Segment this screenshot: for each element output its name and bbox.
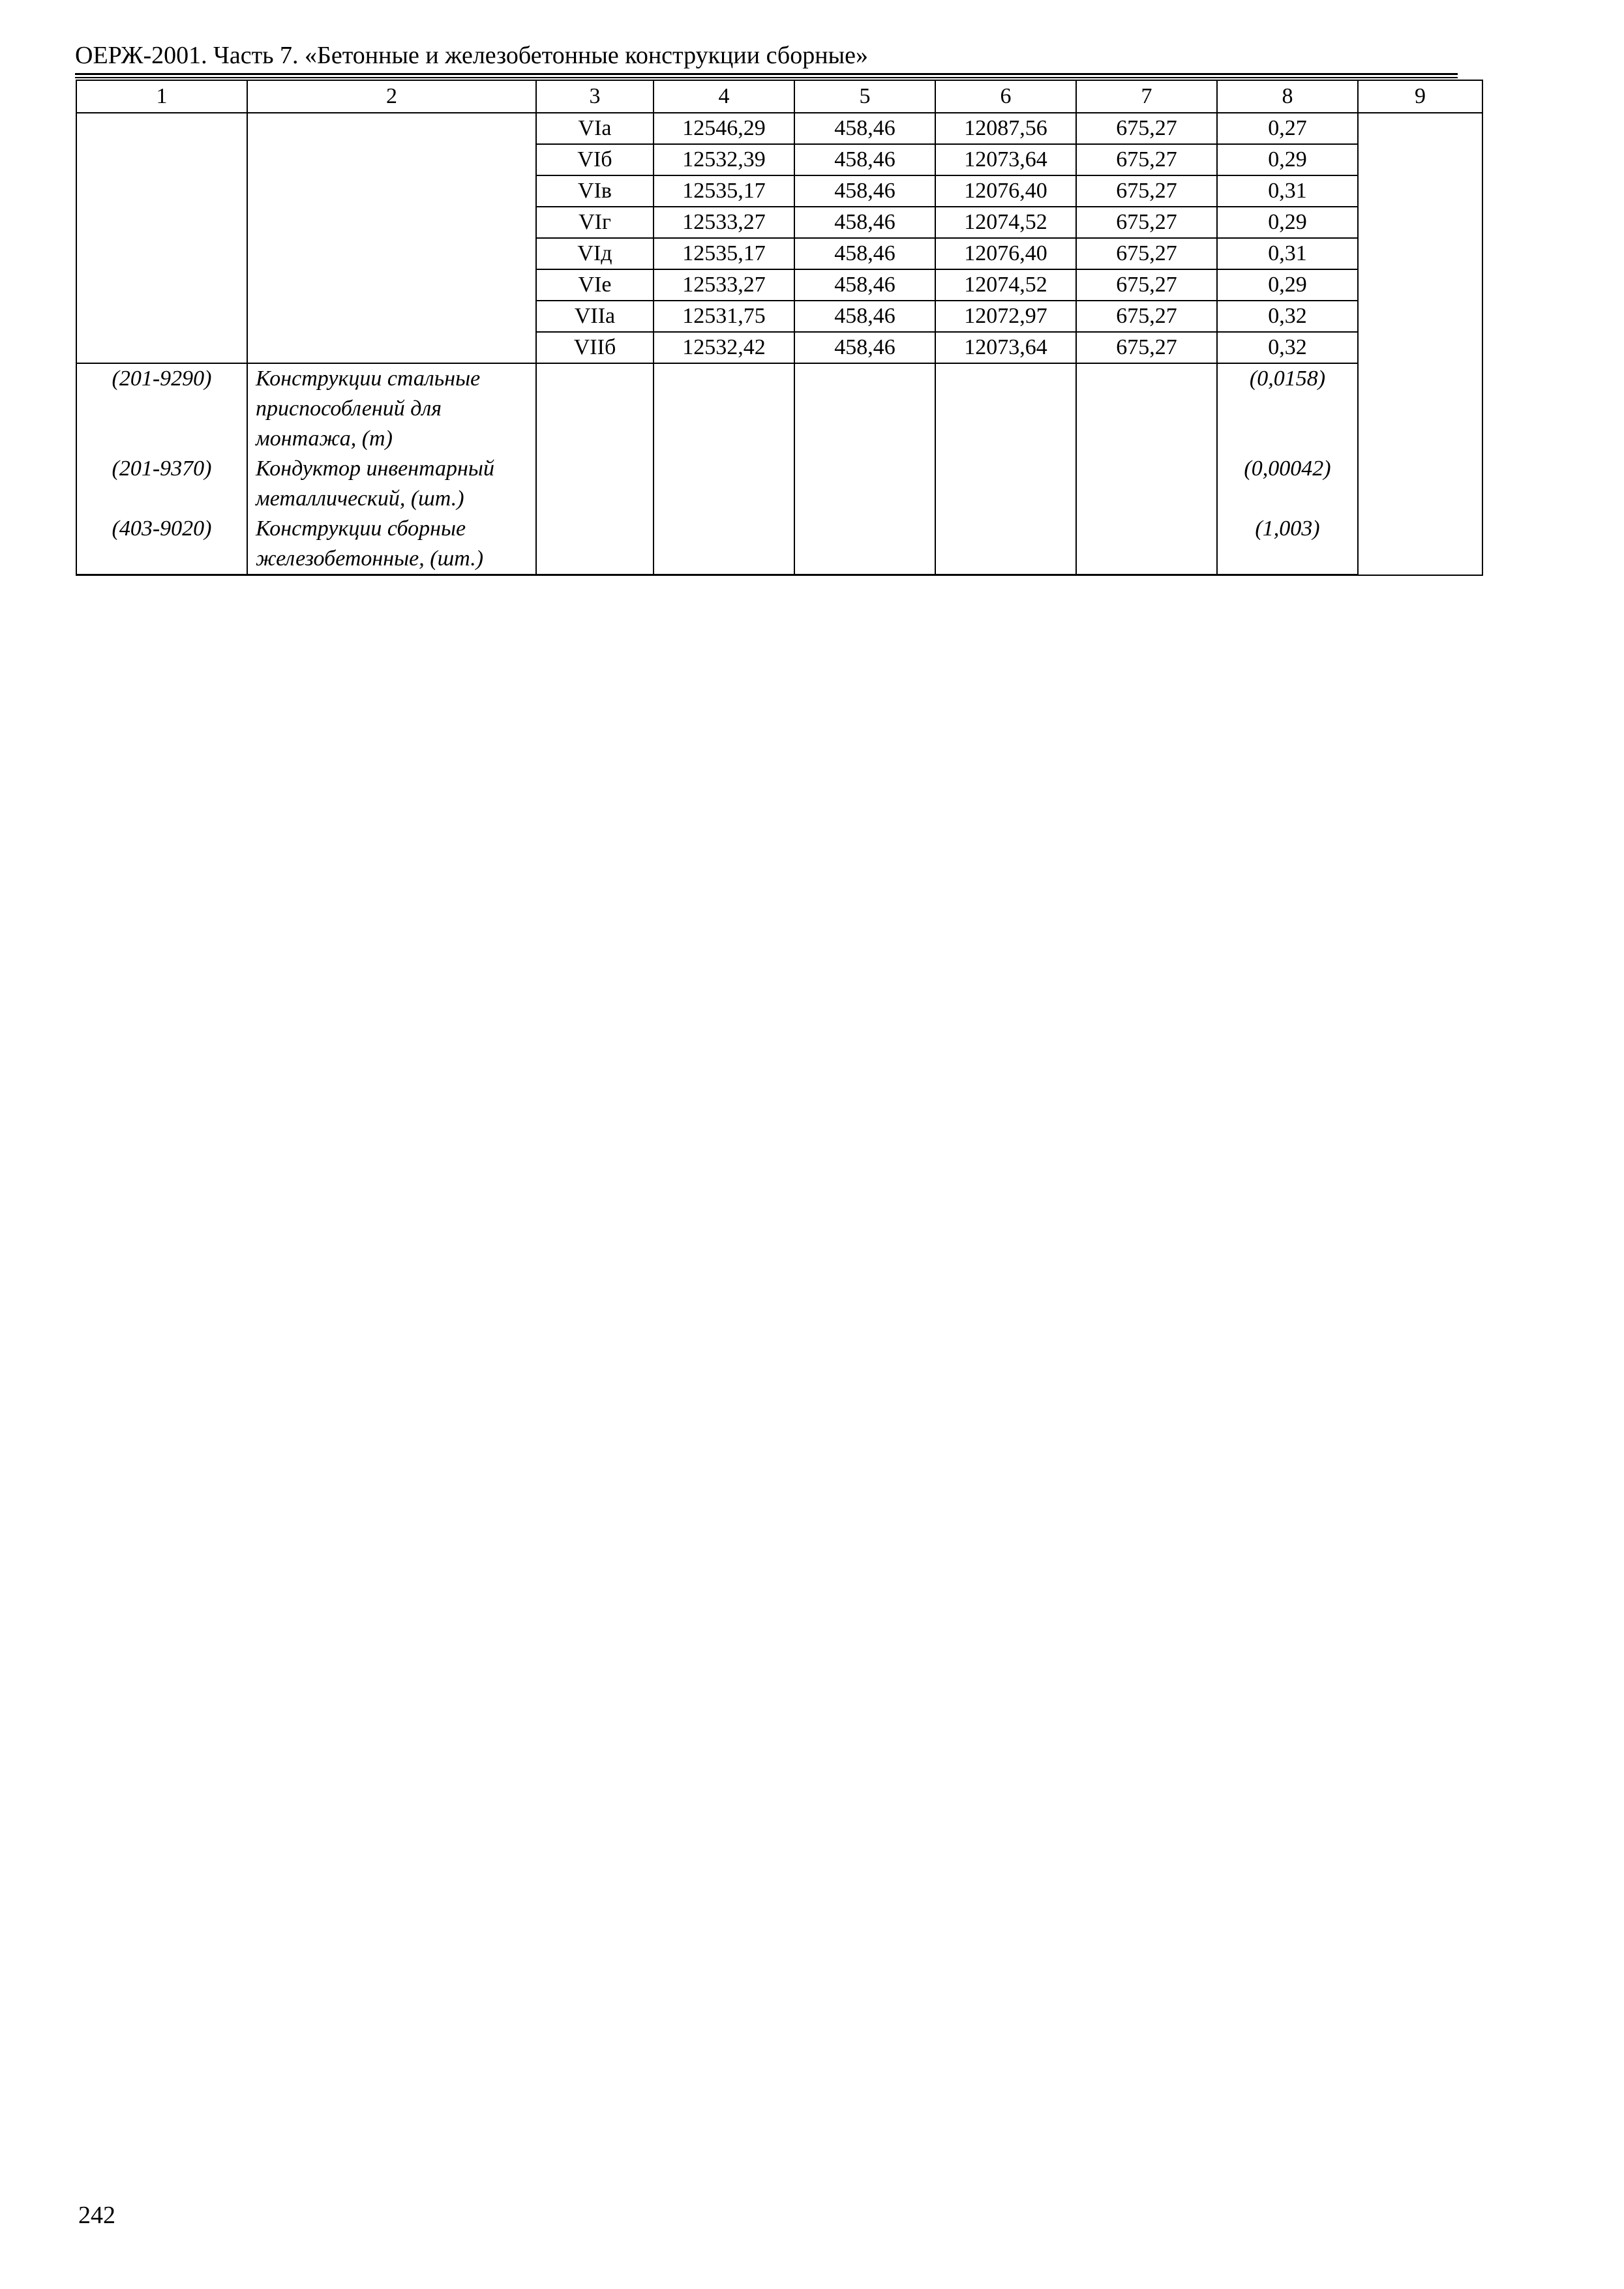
column-header-2: 2 [247, 80, 536, 113]
column-header-8: 8 [1217, 80, 1358, 113]
column-header-5: 5 [794, 80, 935, 113]
value-cell: 12087,56 [935, 113, 1076, 144]
value-cell: 12535,17 [654, 238, 794, 269]
value-cell: 675,27 [1076, 301, 1217, 332]
column-header-6: 6 [935, 80, 1076, 113]
column-header-4: 4 [654, 80, 794, 113]
value-cell: 458,46 [794, 238, 935, 269]
empty-cell [536, 363, 654, 454]
column-header-3: 3 [536, 80, 654, 113]
value-cell: 12073,64 [935, 144, 1076, 175]
value-cell: 12074,52 [935, 207, 1076, 238]
resource-norm: (1,003) [1217, 514, 1358, 575]
value-cell: 675,27 [1076, 332, 1217, 363]
empty-cell [1076, 454, 1217, 514]
resource-row [76, 514, 1482, 575]
column-number-row [76, 80, 1482, 113]
value-cell: 12531,75 [654, 301, 794, 332]
column-header-7: 7 [1076, 80, 1217, 113]
value-cell: 675,27 [1076, 144, 1217, 175]
column-header-9: 9 [1358, 80, 1482, 113]
empty-cell [654, 363, 794, 454]
value-cell: 12073,64 [935, 332, 1076, 363]
empty-code-cell [76, 113, 247, 363]
zone-cell: VIб [536, 144, 654, 175]
value-cell: 12535,17 [654, 175, 794, 207]
value-cell: 12533,27 [654, 207, 794, 238]
resource-name: Кондуктор инвентарный металлический, (шт.) [247, 454, 536, 514]
value-cell: 0,29 [1217, 207, 1358, 238]
empty-cell [654, 454, 794, 514]
empty-cell [654, 514, 794, 575]
value-cell: 12074,52 [935, 269, 1076, 301]
resource-norm: (0,00042) [1217, 454, 1358, 514]
resource-name: Конструкции стальные приспособлений для монтажа, (т) [247, 363, 536, 454]
zone-cell: VIIа [536, 301, 654, 332]
resource-table [76, 80, 1483, 576]
value-cell: 0,29 [1217, 269, 1358, 301]
resource-code: (201-9370) [76, 454, 247, 514]
value-cell: 12072,97 [935, 301, 1076, 332]
header-rule [75, 73, 1458, 75]
zone-cell: VIIб [536, 332, 654, 363]
empty-cell [1076, 514, 1217, 575]
empty-cell [935, 514, 1076, 575]
empty-cell [935, 454, 1076, 514]
value-cell: 675,27 [1076, 207, 1217, 238]
value-cell: 0,29 [1217, 144, 1358, 175]
zone-cell: VIд [536, 238, 654, 269]
zone-cell: VIв [536, 175, 654, 207]
value-cell: 458,46 [794, 175, 935, 207]
value-cell: 12532,39 [654, 144, 794, 175]
zone-cell: VIг [536, 207, 654, 238]
value-cell: 458,46 [794, 332, 935, 363]
value-cell: 12076,40 [935, 238, 1076, 269]
value-cell: 675,27 [1076, 175, 1217, 207]
value-cell: 12076,40 [935, 175, 1076, 207]
value-cell: 12532,42 [654, 332, 794, 363]
resource-row [76, 454, 1482, 514]
value-cell: 458,46 [794, 301, 935, 332]
resource-norm: (0,0158) [1217, 363, 1358, 454]
document-header: ОЕРЖ-2001. Часть 7. «Бетонные и железобетонные конструкции сборные» [75, 42, 868, 69]
resource-code: (403-9020) [76, 514, 247, 575]
value-cell: 12546,29 [654, 113, 794, 144]
zone-cell: VIе [536, 269, 654, 301]
header-rule-thin [75, 77, 1458, 78]
value-cell: 0,32 [1217, 301, 1358, 332]
empty-cell [794, 514, 935, 575]
value-cell: 675,27 [1076, 238, 1217, 269]
resource-name: Конструкции сборные железобетонные, (шт.) [247, 514, 536, 575]
empty-column-9 [1358, 113, 1482, 575]
empty-cell [536, 514, 654, 575]
resource-code: (201-9290) [76, 363, 247, 454]
resource-row [76, 363, 1482, 454]
value-cell: 675,27 [1076, 113, 1217, 144]
value-cell: 0,31 [1217, 175, 1358, 207]
value-cell: 458,46 [794, 207, 935, 238]
value-cell: 675,27 [1076, 269, 1217, 301]
empty-cell [935, 363, 1076, 454]
empty-cell [794, 454, 935, 514]
value-cell: 458,46 [794, 144, 935, 175]
empty-cell [536, 454, 654, 514]
value-cell: 0,27 [1217, 113, 1358, 144]
value-cell: 0,31 [1217, 238, 1358, 269]
value-cell: 12533,27 [654, 269, 794, 301]
empty-cell [1076, 363, 1217, 454]
column-header-1: 1 [76, 80, 247, 113]
value-cell: 0,32 [1217, 332, 1358, 363]
page-number: 242 [78, 2202, 115, 2229]
table-row [76, 113, 1482, 144]
value-cell: 458,46 [794, 113, 935, 144]
value-cell: 458,46 [794, 269, 935, 301]
empty-cell [794, 363, 935, 454]
zone-cell: VIа [536, 113, 654, 144]
empty-name-cell [247, 113, 536, 363]
